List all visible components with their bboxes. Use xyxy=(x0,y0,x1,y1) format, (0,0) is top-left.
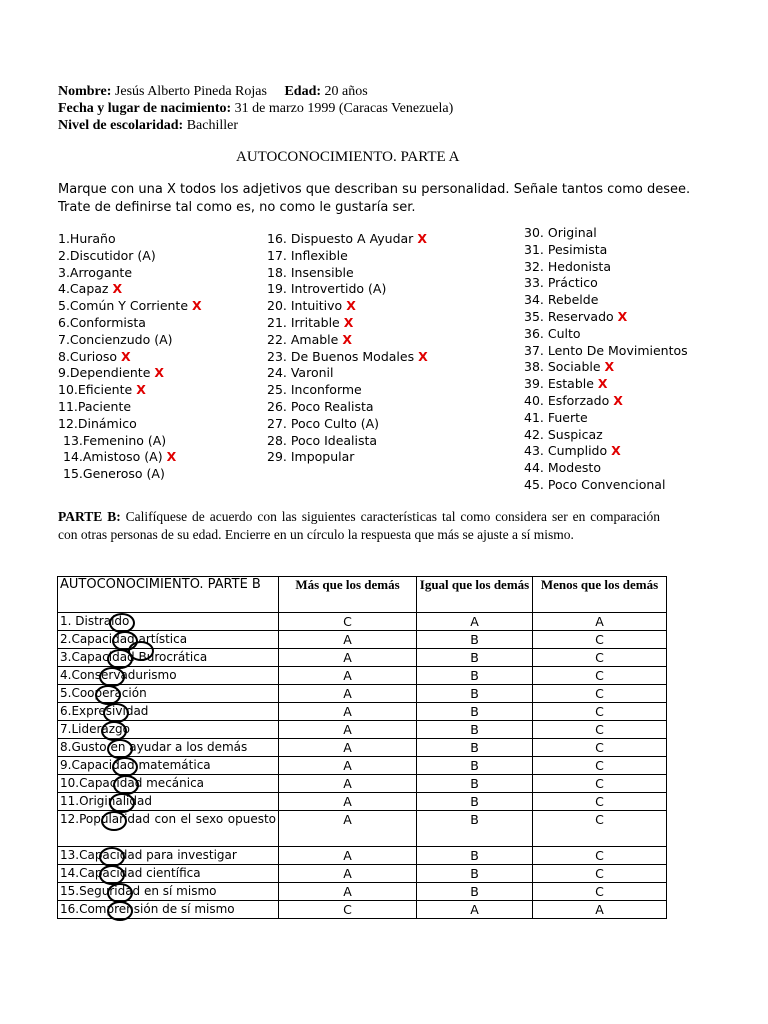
adjective-label: 36. Culto xyxy=(524,325,581,341)
adjective-label: 7.Concienzudo (A) xyxy=(58,331,173,347)
rating-option[interactable]: B xyxy=(417,739,533,757)
rating-option[interactable]: C xyxy=(533,649,667,667)
rating-option[interactable]: B xyxy=(417,667,533,685)
adjective-label: 26. Poco Realista xyxy=(267,398,374,414)
rating-option[interactable]: A xyxy=(279,631,417,649)
adjective-item xyxy=(267,315,428,332)
adjective-label: 44. Modesto xyxy=(524,460,601,476)
adjective-item xyxy=(58,416,202,433)
adjective-label: 9.Dependiente xyxy=(58,365,151,381)
nivel-value: Bachiller xyxy=(186,118,239,133)
rating-option[interactable]: A xyxy=(417,613,533,631)
adjective-label: 37. Lento De Movimientos xyxy=(524,342,688,358)
adjective-label: 1.Huraño xyxy=(58,231,116,246)
adjective-item xyxy=(524,343,688,360)
selected-mark: X xyxy=(613,392,623,408)
adjective-item xyxy=(58,332,202,349)
rating-option[interactable]: C xyxy=(279,613,417,631)
nivel-label: Nivel de escolaridad: xyxy=(58,118,184,133)
adjective-label: 8.Curioso xyxy=(58,348,117,364)
adjective-item xyxy=(58,315,202,332)
adjective-item xyxy=(524,292,688,309)
adjective-item xyxy=(267,382,428,399)
hand-drawn-circle-mark xyxy=(107,901,133,921)
adjective-label: 45. Poco Convencional xyxy=(524,476,666,492)
row-item-label: 8.Gusto en ayudar a los demás xyxy=(58,739,279,757)
rating-option[interactable]: B xyxy=(417,847,533,865)
rating-option[interactable]: C xyxy=(533,811,667,847)
adjective-item xyxy=(58,265,202,282)
adjective-item xyxy=(58,248,202,265)
rating-option[interactable]: A xyxy=(279,667,417,685)
adjective-item xyxy=(267,265,428,282)
adjective-item xyxy=(524,460,688,477)
table-row xyxy=(58,757,667,775)
rating-option[interactable]: A xyxy=(279,757,417,775)
table-header-less: Menos que los demás xyxy=(533,577,667,613)
adjective-item xyxy=(267,433,428,450)
nombre-label: Nombre: xyxy=(58,84,112,99)
adjective-item xyxy=(267,231,428,248)
edad-label: Edad: xyxy=(284,84,322,99)
row-item-label: 11.Originalidad xyxy=(58,793,279,811)
adjective-item xyxy=(524,443,688,460)
table-row xyxy=(58,685,667,703)
adjective-label: 29. Impopular xyxy=(267,449,355,465)
rating-option[interactable]: C xyxy=(533,703,667,721)
row-item-label: 6.Expresividad xyxy=(58,703,279,721)
table-row xyxy=(58,865,667,883)
adjective-item xyxy=(524,225,688,242)
table-header-item: AUTOCONOCIMIENTO. PARTE B xyxy=(58,577,279,613)
adjective-label: 38. Sociable xyxy=(524,359,601,375)
rating-option[interactable]: A xyxy=(533,901,667,919)
adjective-item xyxy=(58,399,202,416)
header-line-2 xyxy=(58,101,453,117)
part-b-label: PARTE B: xyxy=(58,509,121,524)
rating-option[interactable]: C xyxy=(533,721,667,739)
rating-option[interactable]: A xyxy=(279,775,417,793)
row-item-label: 10.Capacidad mecánica xyxy=(58,775,279,793)
rating-option[interactable]: B xyxy=(417,703,533,721)
adjective-label: 24. Varonil xyxy=(267,365,334,381)
adjective-label: 12.Dinámico xyxy=(58,415,137,431)
part-b-text: Califíquese de acuerdo con las siguientes características tal como considera ser en comparación con otras personas de su edad. Encierre en un círculo la respuesta que más se ajuste a sí mismo. xyxy=(58,509,660,542)
adjective-label: 14.Amistoso (A) xyxy=(63,449,163,465)
rating-option[interactable]: A xyxy=(533,613,667,631)
adjective-item xyxy=(267,332,428,349)
adjective-item xyxy=(524,410,688,427)
rating-option[interactable]: B xyxy=(417,685,533,703)
adjective-label: 23. De Buenos Modales xyxy=(267,348,415,364)
adjective-item xyxy=(267,416,428,433)
rating-option[interactable]: A xyxy=(279,865,417,883)
rating-option[interactable]: A xyxy=(279,739,417,757)
adjective-label: 19. Introvertido (A) xyxy=(267,281,387,297)
table-row xyxy=(58,703,667,721)
table-row xyxy=(58,631,667,649)
adjective-column-3 xyxy=(524,225,688,494)
row-item-label: 5.Cooperación xyxy=(58,685,279,703)
fecha-value: 31 de marzo 1999 (Caracas Venezuela) xyxy=(234,101,454,116)
rating-option[interactable]: B xyxy=(417,757,533,775)
adjective-item xyxy=(58,365,202,382)
rating-option[interactable]: B xyxy=(417,883,533,901)
rating-option[interactable]: A xyxy=(279,685,417,703)
table-row xyxy=(58,649,667,667)
nombre-value: Jesús Alberto Pineda Rojas xyxy=(114,84,267,99)
row-item-label: 12.Popularidad con el sexo opuesto xyxy=(58,811,279,847)
table-row xyxy=(58,883,667,901)
table-row xyxy=(58,613,667,631)
row-item-label: 14.Capacidad científica xyxy=(58,865,279,883)
adjective-item xyxy=(524,275,688,292)
edad-value: 20 años xyxy=(324,84,368,99)
instruction-line-2: Trate de definirse tal como es, no como le gustaría ser. xyxy=(58,200,416,215)
adjective-label: 15.Generoso (A) xyxy=(63,466,165,482)
adjective-label: 5.Común Y Corriente xyxy=(58,298,189,314)
instruction-line-1: Marque con una X todos los adjetivos que describan su personalidad. Señale tantos como desee. xyxy=(58,182,691,197)
adjective-label: 31. Pesimista xyxy=(524,241,608,257)
adjective-label: 6.Conformista xyxy=(58,314,146,330)
adjective-item xyxy=(267,365,428,382)
adjective-item xyxy=(267,399,428,416)
header-line-1 xyxy=(58,84,368,100)
table-header-more: Más que los demás xyxy=(279,577,417,613)
table-row xyxy=(58,901,667,919)
adjective-item xyxy=(58,466,202,483)
adjective-item xyxy=(524,477,688,494)
adjective-item xyxy=(267,449,428,466)
rating-option[interactable]: C xyxy=(533,631,667,649)
adjective-label: 11.Paciente xyxy=(58,398,132,414)
row-item-label: 1. Distraído xyxy=(58,613,279,631)
table-row xyxy=(58,811,667,847)
selected-mark: X xyxy=(166,449,177,465)
selected-mark: X xyxy=(604,359,615,375)
adjective-label: 40. Esforzado xyxy=(524,392,610,408)
row-item-label: 7.Liderazgo xyxy=(58,721,279,739)
rating-option[interactable]: A xyxy=(279,883,417,901)
adjective-item xyxy=(267,349,428,366)
adjective-label: 21. Irritable xyxy=(267,314,340,330)
adjective-label: 2.Discutidor (A) xyxy=(58,247,156,263)
adjective-item xyxy=(524,326,688,343)
adjective-label: 17. Inflexible xyxy=(267,247,348,263)
adjective-item xyxy=(524,309,688,326)
table-row xyxy=(58,739,667,757)
adjective-item xyxy=(524,242,688,259)
row-item-label: 2.Capacidad artística xyxy=(58,631,279,649)
adjective-label: 42. Suspicaz xyxy=(524,426,603,442)
rating-option[interactable]: A xyxy=(279,703,417,721)
rating-option[interactable]: B xyxy=(417,865,533,883)
adjective-label: 27. Poco Culto (A) xyxy=(267,415,380,431)
adjective-item xyxy=(267,248,428,265)
adjective-item xyxy=(58,231,202,248)
adjective-label: 39. Estable xyxy=(524,376,594,392)
row-item-label: 9.Capacidad matemática xyxy=(58,757,279,775)
selected-mark: X xyxy=(418,348,428,364)
adjective-item xyxy=(58,433,202,450)
adjective-label: 10.Eficiente xyxy=(58,382,133,398)
table-header-equal: Igual que los demás xyxy=(417,577,533,613)
table-row xyxy=(58,793,667,811)
rating-option[interactable]: C xyxy=(533,883,667,901)
selected-mark: X xyxy=(597,376,608,392)
adjective-item xyxy=(267,281,428,298)
row-item-label: 3.Capacidad Burocrática xyxy=(58,649,279,667)
rating-option[interactable]: B xyxy=(417,631,533,649)
row-item-label: 15.Seguridad en sí mismo xyxy=(58,883,279,901)
rating-option[interactable]: C xyxy=(533,847,667,865)
selected-mark: X xyxy=(121,348,131,364)
selected-mark: X xyxy=(611,443,621,459)
adjective-item xyxy=(524,376,688,393)
adjective-label: 33. Práctico xyxy=(524,275,598,291)
selected-mark: X xyxy=(154,365,165,381)
rating-option[interactable]: A xyxy=(417,901,533,919)
rating-option[interactable]: C xyxy=(533,667,667,685)
adjective-label: 18. Insensible xyxy=(267,264,354,280)
rating-option[interactable]: A xyxy=(279,793,417,811)
rating-option[interactable]: C xyxy=(533,685,667,703)
fecha-label: Fecha y lugar de nacimiento: xyxy=(58,101,232,116)
row-item-label: 16.Comprensión de sí mismo xyxy=(58,901,279,919)
header-line-3 xyxy=(58,118,238,134)
adjective-label: 41. Fuerte xyxy=(524,409,588,425)
adjective-column-1 xyxy=(58,231,202,483)
rating-option[interactable]: A xyxy=(279,847,417,865)
adjective-item xyxy=(58,298,202,315)
rating-option[interactable]: A xyxy=(279,649,417,667)
table-row xyxy=(58,721,667,739)
adjective-label: 32. Hedonista xyxy=(524,258,611,274)
selected-mark: X xyxy=(343,314,354,330)
selected-mark: X xyxy=(136,382,146,398)
adjective-item xyxy=(524,359,688,376)
selected-mark: X xyxy=(346,298,356,314)
rating-option[interactable]: B xyxy=(417,811,533,847)
rating-option[interactable]: A xyxy=(279,811,417,847)
selected-mark: X xyxy=(417,231,427,246)
table-row xyxy=(58,775,667,793)
selected-mark: X xyxy=(112,281,123,297)
adjective-item xyxy=(58,281,202,298)
adjective-item xyxy=(524,427,688,444)
adjective-label: 20. Intuitivo xyxy=(267,298,343,314)
rating-option[interactable]: C xyxy=(533,775,667,793)
adjective-label: 28. Poco Idealista xyxy=(267,432,378,448)
adjective-label: 4.Capaz xyxy=(58,281,109,297)
selected-mark: X xyxy=(192,298,202,314)
adjective-label: 13.Femenino (A) xyxy=(63,432,167,448)
selected-mark: X xyxy=(617,308,628,324)
adjective-item xyxy=(58,382,202,399)
adjective-item xyxy=(524,393,688,410)
rating-option[interactable]: B xyxy=(417,793,533,811)
adjective-item xyxy=(267,298,428,315)
rating-option[interactable]: C xyxy=(533,739,667,757)
part-b-instructions xyxy=(58,508,660,544)
row-item-label: 13.Capacidad para investigar xyxy=(58,847,279,865)
rating-option[interactable]: C xyxy=(533,793,667,811)
rating-option[interactable]: A xyxy=(279,721,417,739)
rating-option[interactable]: C xyxy=(533,757,667,775)
selected-mark: X xyxy=(342,331,352,347)
adjective-label: 16. Dispuesto A Ayudar xyxy=(267,231,414,246)
adjective-item xyxy=(524,259,688,276)
rating-option[interactable]: B xyxy=(417,721,533,739)
table-row xyxy=(58,847,667,865)
rating-option[interactable]: B xyxy=(417,649,533,667)
adjective-label: 30. Original xyxy=(524,225,597,240)
table-row xyxy=(58,667,667,685)
table-header-row xyxy=(58,577,667,613)
adjective-label: 3.Arrogante xyxy=(58,264,133,280)
hand-drawn-circle-mark xyxy=(101,811,127,831)
adjective-label: 25. Inconforme xyxy=(267,382,362,398)
adjective-item xyxy=(58,449,202,466)
rating-option[interactable]: C xyxy=(533,865,667,883)
adjective-label: 22. Amable xyxy=(267,331,339,347)
adjective-label: 34. Rebelde xyxy=(524,292,599,308)
adjective-label: 43. Cumplido xyxy=(524,443,608,459)
rating-option[interactable]: B xyxy=(417,775,533,793)
adjective-column-2 xyxy=(267,231,428,466)
rating-option[interactable]: C xyxy=(279,901,417,919)
self-assessment-table xyxy=(57,576,667,919)
adjective-label: 35. Reservado xyxy=(524,308,614,324)
row-item-label: 4.Conservadurismo xyxy=(58,667,279,685)
adjective-item xyxy=(58,349,202,366)
part-a-title: AUTOCONOCIMIENTO. PARTE A xyxy=(236,149,460,165)
